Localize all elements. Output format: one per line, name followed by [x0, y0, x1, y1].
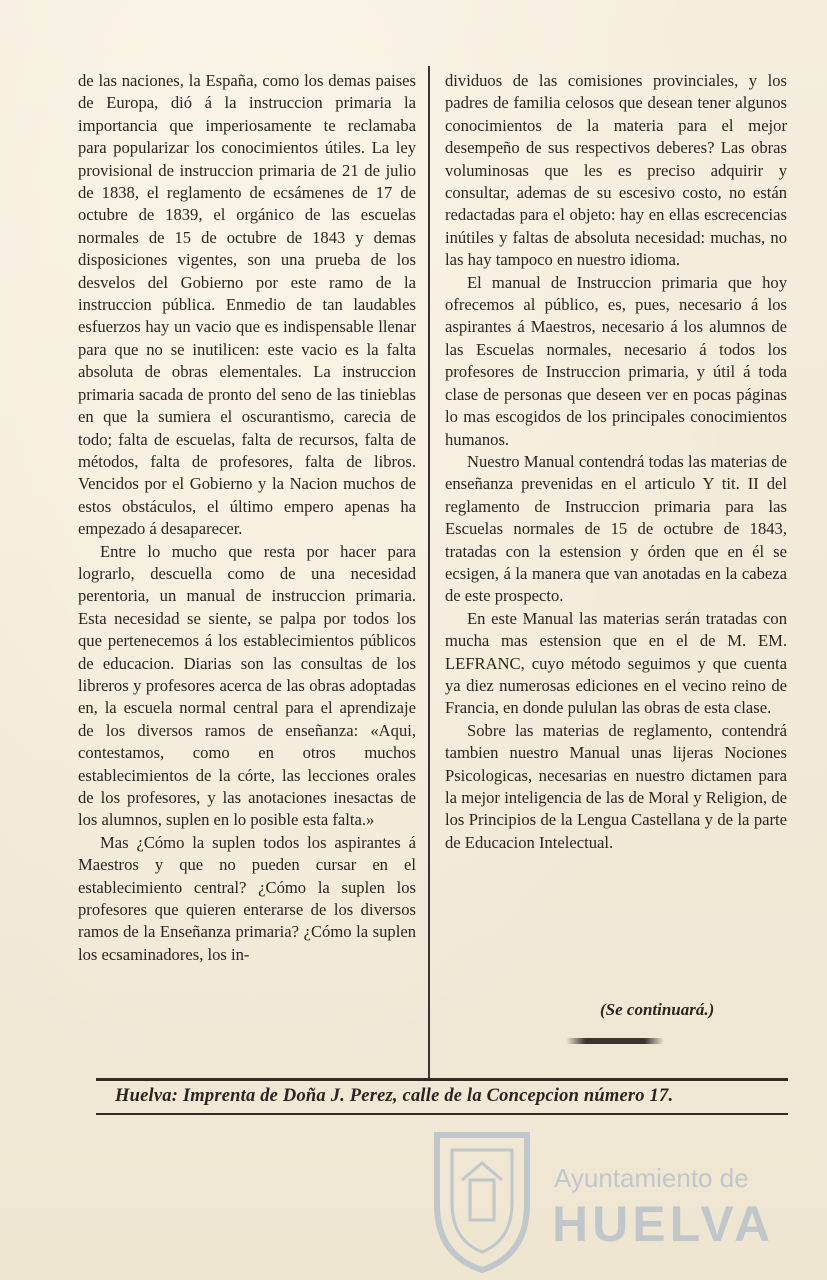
right-paragraph-3: Nuestro Manual contendrá todas las materias de enseñanza prevenidas en el articulo Y tit. II del reglamento de Instruccion primaria para las Escuelas normales de 15 de octubre de 1843, tratadas con la estension y órden que en él se ecsigen, á la manera que van anotadas en la cabeza de este prospecto. — [445, 451, 787, 606]
watermark-line2: HUELVA — [552, 1196, 775, 1252]
right-paragraph-5: Sobre las materias de reglamento, contendrá tambien nuestro Manual unas lijeras Nociones Psicologicas, necesarias en nuestro dictamen para la mejor inteligencia de las de Moral y Religion, de los Principios de la Lengua Castellana y de la parte de Educacion Intelectual. — [445, 720, 787, 852]
footer-rule-top — [96, 1078, 788, 1081]
ornament-rule — [566, 1038, 664, 1044]
footer-rule-bottom — [96, 1113, 788, 1115]
watermark-line1: Ayuntamiento de — [554, 1163, 749, 1193]
coat-of-arms-icon — [422, 1125, 542, 1275]
left-column — [78, 70, 416, 966]
column-divider — [428, 66, 430, 1078]
right-column — [445, 70, 787, 854]
left-paragraph-1: de las naciones, la España, como los demas paises de Europa, dió á la instruccion primaria la importancia que imperiosamente te reclamaba para popularizar los conocimientos útiles. La ley provisional de instruccion primaria de 21 de julio de 1838, el reglamento de ecsámenes de 17 de octubre de 1839, el orgánico de las escuelas normales de 15 de octubre de 1843 y demas disposiciones vigentes, son una prueba de los desvelos del Gobierno por este ramo de la instruccion pública. Enmedio de tan laudables esfuerzos hay un vacio que es indispensable llenar para que no se inutilicen: este vacio es la falta absoluta de obras elementales. La instruccion primaria sacada de pronto del seno de las tinieblas en que la sumiera el oscurantismo, carecia de todo; falta de escuelas, falta de recursos, falta de métodos, falta de profesores, falta de libros. Vencidos por el Gobierno y la Nacion muchos de estos obstáculos, el último empero apenas ha empezado á desaparecer. — [78, 71, 416, 539]
watermark — [412, 1125, 812, 1275]
printer-imprint: Huelva: Imprenta de Doña J. Perez, calle de la Concepcion número 17. — [115, 1086, 674, 1106]
right-paragraph-4: En este Manual las materias serán tratadas con mucha mas estension que en el de M. EM. LEFRANC, cuyo método seguimos y que cuenta ya diez numerosas ediciones en el vecino reino de Francia, en donde pululan las obras de esta clase. — [445, 608, 787, 718]
left-paragraph-3: Mas ¿Cómo la suplen todos los aspirantes á Maestros y que no pueden cursar en el establecimiento central? ¿Cómo la suplen los profesores que quieren enterarse de los diversos ramos de la Enseñanza primaria? ¿Cómo la suplen los ecsaminadores, los in- — [78, 832, 416, 964]
right-paragraph-1: dividuos de las comisiones provinciales, y los padres de familia celosos que desean tener algunos conocimientos de la materia para el mejor desempeño de sus respectivos deberes? Las obras voluminosas que les es preciso adquirir y consultar, ademas de su escesivo costo, no están redactadas para el objeto: hay en ellas escrecencias inútiles y faltas de absoluta necesidad: muchas, no las hay tampoco en nuestro idioma. — [445, 71, 787, 270]
right-paragraph-2: El manual de Instruccion primaria que hoy ofrecemos al público, es, pues, necesario á los aspirantes á Maestros, necesario á los alumnos de las Escuelas normales, necesario á todos los profesores de Instruccion primaria, y útil á toda clase de personas que deseen ver en pocas páginas lo mas escogidos de los principales conocimientos humanos. — [445, 272, 787, 449]
left-paragraph-2: Entre lo mucho que resta por hacer para lograrlo, descuella como de una necesidad perentoria, un manual de instruccion primaria. Esta necesidad se siente, se palpa por todos los que pertenecemos á los establecimientos públicos de educacion. Diarias son las consultas de los libreros y profesores acerca de las obras adoptadas en, la escuela normal central para el aprendizaje de los diversos ramos de enseñanza: «Aqui, contestamos, como en otros muchos establecimientos de la córte, las lecciones orales de los profesores, y las anotaciones inesactas de los alumnos, suplen en lo posible esta falta.» — [78, 541, 416, 830]
continued-note: (Se continuará.) — [600, 1000, 715, 1019]
